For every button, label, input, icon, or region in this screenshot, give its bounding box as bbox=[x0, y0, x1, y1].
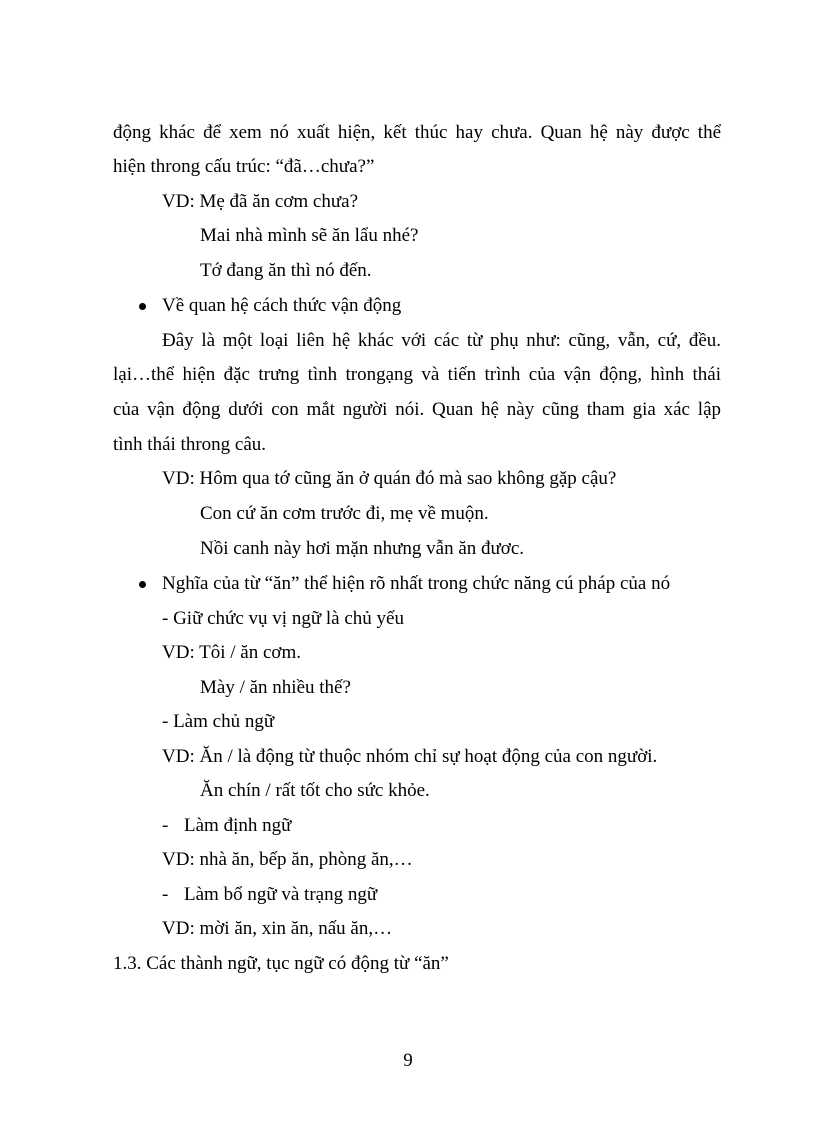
paragraph-line: hiện throng cấu trúc: “đã…chưa?” bbox=[113, 156, 375, 177]
role-line bbox=[162, 814, 291, 838]
dash-marker: - bbox=[162, 815, 169, 836]
bullet-icon bbox=[139, 303, 146, 310]
example-line: Tớ đang ăn thì nó đến. bbox=[200, 260, 372, 281]
role-line: - Làm chủ ngữ bbox=[162, 711, 275, 732]
role-line bbox=[162, 883, 377, 907]
section-heading: 1.3. Các thành ngữ, tục ngữ có động từ “ăn” bbox=[113, 953, 449, 974]
example-line: VD: nhà ăn, bếp ăn, phòng ăn,… bbox=[162, 849, 413, 870]
paragraph-line: tình thái throng câu. bbox=[113, 434, 267, 455]
bullet-icon bbox=[139, 581, 146, 588]
paragraph-line: động khác để xem nó xuất hiện, kết thúc hay chưa. Quan hệ này được thể bbox=[113, 122, 721, 143]
paragraph-line: Đây là một loại liên hệ khác với các từ phụ như: cũng, vẫn, cứ, đều. bbox=[162, 330, 721, 351]
example-line: Mày / ăn nhiều thế? bbox=[200, 677, 351, 698]
example-line: VD: Hôm qua tớ cũng ăn ở quán đó mà sao không gặp cậu? bbox=[162, 468, 617, 489]
example-line: VD: Ăn / là động từ thuộc nhóm chỉ sự hoạt động của con người. bbox=[162, 746, 658, 767]
example-line: Nồi canh này hơi mặn nhưng vẫn ăn đươc. bbox=[200, 538, 525, 559]
role-line: - Giữ chức vụ vị ngữ là chủ yếu bbox=[162, 608, 404, 629]
paragraph-line: lại…thể hiện đặc trưng tình trongạng và tiến trình của vận động, hình thái bbox=[113, 364, 721, 385]
bullet-heading: Nghĩa của từ “ăn” thể hiện rõ nhất trong chức năng cú pháp của nó bbox=[162, 573, 671, 594]
example-line: Mai nhà mình sẽ ăn lẩu nhé? bbox=[200, 225, 419, 246]
role-label: Làm định ngữ bbox=[184, 815, 292, 836]
paragraph-line: của vận động dưới con mắt người nói. Quan hệ này cũng tham gia xác lập bbox=[113, 399, 721, 420]
dash-marker: - bbox=[162, 884, 169, 905]
example-line: VD: mời ăn, xin ăn, nấu ăn,… bbox=[162, 918, 393, 939]
example-line: Con cứ ăn cơm trước đi, mẹ về muộn. bbox=[200, 503, 489, 524]
example-line: VD: Mẹ đã ăn cơm chưa? bbox=[162, 191, 359, 212]
bullet-heading: Về quan hệ cách thức vận động bbox=[162, 295, 402, 316]
example-line: VD: Tôi / ăn cơm. bbox=[162, 642, 301, 663]
role-label: Làm bổ ngữ và trạng ngữ bbox=[184, 884, 378, 905]
example-line: Ăn chín / rất tốt cho sức khỏe. bbox=[200, 780, 430, 801]
page-number: 9 bbox=[403, 1050, 413, 1071]
